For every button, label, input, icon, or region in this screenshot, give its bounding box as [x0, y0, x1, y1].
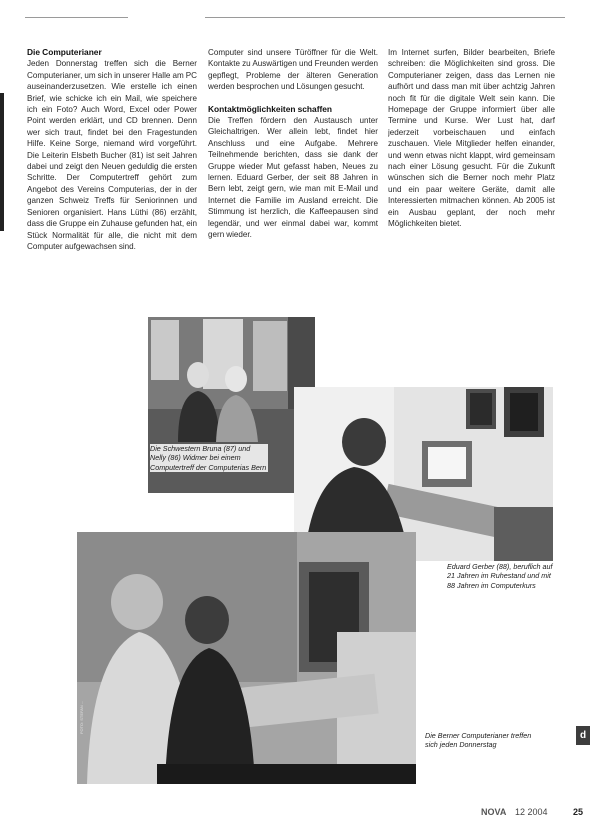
section-heading-computerianer: Die Computerianer	[27, 47, 102, 57]
column-2-body: Die Treffen fördern den Austausch unter Gleichaltrigen. Wer allein lebt, findet hier Anschluss und eine Aufgabe. Mehrere Teilnehmende berichten, dass sie dank der Gruppe wieder Mut gefasst haben, Neues zu lernen. Eduard Gerber, der seit 88 Jahren in Bern lebt, zeigt gern, wie man mit E-Mail und Internet die Familie im Ausland erreicht. Die Stimmung ist herzlich, die Kaffeepausen sind legendär, und wer einmal dabei war, kommt gern wieder.	[208, 116, 378, 240]
caption-computer-group: Die Berner Computerianer treffen sich jeden Donnerstag	[425, 731, 532, 750]
photo-computer-group-image	[77, 532, 416, 784]
page-number: 25	[573, 807, 584, 817]
article-column-2	[208, 47, 378, 292]
left-margin-bar	[0, 93, 4, 231]
photo-computer-group	[77, 532, 416, 784]
column-2-intro: Computer sind unsere Türöffner für die Welt. Kontakte zu Auswärtigen und Freunden werden gepflegt, Probleme der älteren Generation werden besprochen und Lösungen gesucht.	[208, 48, 378, 92]
section-tab: d	[576, 726, 590, 745]
caption-widmer-sisters: Die Schwestern Bruna (87) und Nelly (86) Widmer bei einem Computertreff der Computerias Bern	[150, 444, 267, 472]
article-column-3	[388, 47, 555, 352]
magazine-name: NOVA	[481, 807, 507, 817]
footer-issue: 12 2004	[515, 807, 548, 817]
column-3-body: Im Internet surfen, Bilder bearbeiten, Briefe schreiben: die Möglichkeiten sind gross. Die Computerianer zeigen, dass das Lernen nie aufhört und dass man mit über achtzig Jahren noch fit für die digitale Welt sein kann. Die Homepage der Gruppe informiert über alle Termine und Kurse. Wer Lust hat, darf jederzeit vorbeischauen und einfach zuschauen. Viele Mitglieder helfen einander, und wenn etwas nicht klappt, wird gemeinsam nach einer Lösung gesucht. Für die Zukunft wünschen sich die Berner noch mehr Platz und ein paar weitere Geräte, damit alle Interessierten mitmachen können. Ab 2005 ist ein Ausbau geplant, der noch mehr Möglichkeiten bietet.	[388, 48, 555, 229]
section-heading-kontakt: Kontaktmöglichkeiten schaffen	[208, 103, 333, 114]
caption-eduard-gerber: Eduard Gerber (88), beruflich auf 21 Jahren im Ruhestand und mit 88 Jahren im Computerkurs	[447, 562, 553, 590]
photo-credit: FOTO: STEFAN ...	[79, 700, 84, 734]
column-1-body: Jeden Donnerstag treffen sich die Berner Computerianer, um sich in unserer Halle am PC auseinanderzusetzen. Wie erstelle ich einen Brief, wie schicke ich ein Mail, wie speichere ich ein Foto? Auch Word, Excel oder Power Point werden erklärt, und CD brennen. Denn wer sich traut, findet bei den Fragestunden Hilfe. Keine Sorge, niemand wird vorgeführt. Die Leiterin Elsbeth Bucher (81) ist seit Jahren dabei und zeigt den Neuen geduldig die ersten Schritte. Der Computertreff gehört zum Angebot des Vereins Computerias, der in der ganzen Schweiz Treffs für Seniorinnen und Senioren organisiert. Hans Lüthi (86) erzählt, dass die Gruppe ein Zuhause gefunden hat, ein Stück Normalität für alle, die nicht mit dem Computer aufgewachsen sind.	[27, 59, 197, 251]
top-rule-left	[25, 17, 128, 18]
footer-magazine	[481, 807, 506, 817]
top-rule-right	[205, 17, 565, 18]
article-column-1	[27, 47, 197, 279]
